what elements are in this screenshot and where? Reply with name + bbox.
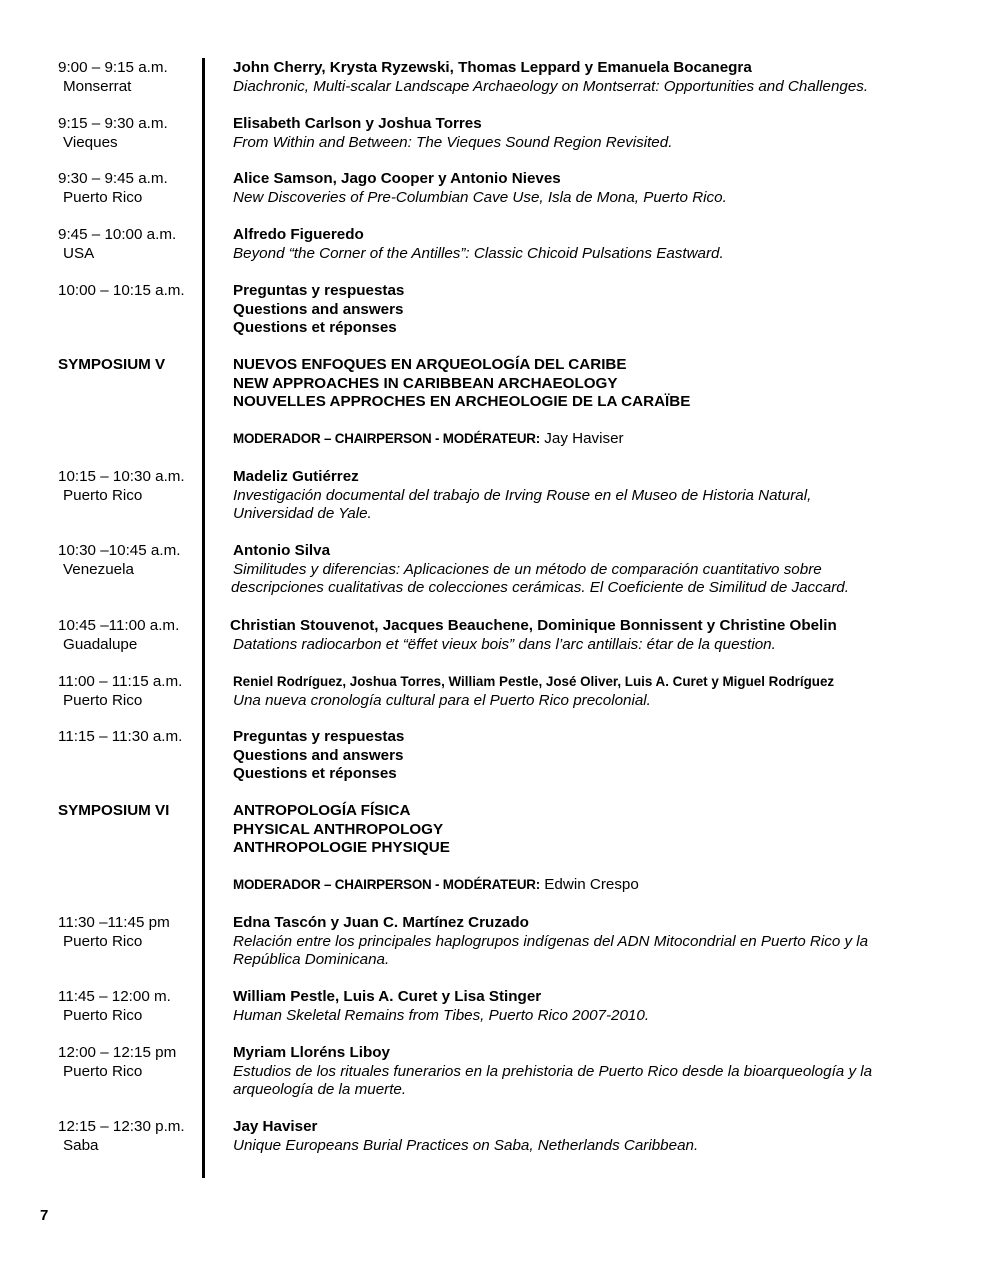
time-slot: 12:00 – 12:15 pm xyxy=(58,1044,177,1061)
authors: Reniel Rodríguez, Joshua Torres, William Pestle, José Oliver, Luis A. Curet y Miguel Rodríguez xyxy=(233,674,835,689)
paper-title: Beyond “the Corner of the Antilles”: Classic Chicoid Pulsations Eastward. xyxy=(233,244,724,262)
paper-title-line2: Universidad de Yale. xyxy=(233,505,372,523)
time-slot: 9:15 – 9:30 a.m. xyxy=(58,115,168,132)
time-slot: 11:15 – 11:30 a.m. xyxy=(58,728,183,745)
time-slot: 10:00 – 10:15 a.m. xyxy=(58,282,185,299)
location: Puerto Rico xyxy=(63,188,143,206)
time-slot: 10:15 – 10:30 a.m. xyxy=(58,468,185,485)
paper-title-line1: Similitudes y diferencias: Aplicaciones de un método de comparación cuantitativo sobre xyxy=(233,560,822,578)
authors: Jay Haviser xyxy=(233,1118,318,1135)
location: Puerto Rico xyxy=(63,1062,143,1080)
qa-label-en: Questions and answers xyxy=(233,300,404,318)
time-slot: 12:15 – 12:30 p.m. xyxy=(58,1118,185,1135)
authors: John Cherry, Krysta Ryzewski, Thomas Leppard y Emanuela Bocanegra xyxy=(233,59,752,76)
time-slot: 9:00 – 9:15 a.m. xyxy=(58,59,168,76)
authors: Myriam Lloréns Liboy xyxy=(233,1044,390,1061)
paper-title-line1: Investigación documental del trabajo de Irving Rouse en el Museo de Historia Natural, xyxy=(233,486,812,504)
authors: Edna Tascón y Juan C. Martínez Cruzado xyxy=(233,914,529,931)
paper-title-line2: arqueología de la muerte. xyxy=(233,1081,407,1099)
location: Venezuela xyxy=(63,560,134,578)
time-slot: 9:30 – 9:45 a.m. xyxy=(58,170,168,187)
paper-title-line2: República Dominicana. xyxy=(233,951,390,969)
qa-label-fr: Questions et réponses xyxy=(233,319,397,337)
authors: William Pestle, Luis A. Curet y Lisa Stinger xyxy=(233,988,542,1005)
moderator-name: Jay Haviser xyxy=(544,430,624,447)
authors: Elisabeth Carlson y Joshua Torres xyxy=(233,115,482,132)
time-slot: 11:30 –11:45 pm xyxy=(58,914,170,931)
location: Monserrat xyxy=(63,77,132,95)
paper-title: New Discoveries of Pre-Columbian Cave Use, Isla de Mona, Puerto Rico. xyxy=(233,188,727,206)
location: Guadalupe xyxy=(63,635,138,653)
time-slot: 10:45 –11:00 a.m. xyxy=(58,617,180,634)
symposium-title-en: PHYSICAL ANTHROPOLOGY xyxy=(233,820,444,838)
symposium-title-en: NEW APPROACHES IN CARIBBEAN ARCHAEOLOGY xyxy=(233,374,618,392)
moderator-label: MODERADOR – CHAIRPERSON - MODÉRATEUR: xyxy=(233,431,541,446)
qa-label-fr: Questions et réponses xyxy=(233,765,397,783)
authors: Madeliz Gutiérrez xyxy=(233,468,359,485)
moderator-name: Edwin Crespo xyxy=(544,876,639,893)
paper-title: From Within and Between: The Vieques Sound Region Revisited. xyxy=(233,133,673,151)
symposium-label: SYMPOSIUM VI xyxy=(58,802,170,819)
authors: Antonio Silva xyxy=(233,542,331,559)
location: USA xyxy=(63,244,95,262)
location: Puerto Rico xyxy=(63,691,143,709)
qa-label-en: Questions and answers xyxy=(233,746,404,764)
vertical-divider xyxy=(202,58,205,1178)
symposium-title-fr: NOUVELLES APPROCHES EN ARCHEOLOGIE DE LA CARAÏBE xyxy=(233,393,691,411)
location: Puerto Rico xyxy=(63,932,143,950)
page-number: 7 xyxy=(40,1207,49,1224)
time-slot: 11:00 – 11:15 a.m. xyxy=(58,673,183,690)
authors: Alfredo Figueredo xyxy=(233,226,364,243)
symposium-title-es: NUEVOS ENFOQUES EN ARQUEOLOGÍA DEL CARIBE xyxy=(233,356,627,373)
paper-title-line2: descripciones cualitativas de colecciones cerámicas. El Coeficiente de Similitud de Jaccard. xyxy=(231,579,849,597)
paper-title-line1: Estudios de los rituales funerarios en la prehistoria de Puerto Rico desde la bioarqueología y la xyxy=(233,1062,873,1080)
symposium-label: SYMPOSIUM V xyxy=(58,356,166,373)
paper-title: Diachronic, Multi-scalar Landscape Archaeology on Montserrat: Opportunities and Challenges. xyxy=(233,77,869,95)
paper-title: Human Skeletal Remains from Tibes, Puerto Rico 2007-2010. xyxy=(233,1006,650,1024)
location: Vieques xyxy=(63,133,118,151)
location: Puerto Rico xyxy=(63,1006,143,1024)
symposium-title-fr: ANTHROPOLOGIE PHYSIQUE xyxy=(233,839,450,857)
time-slot: 11:45 – 12:00 m. xyxy=(58,988,171,1005)
paper-title: Datations radiocarbon et “ëffet vieux bois” dans l’arc antillais: étar de la question. xyxy=(233,635,776,653)
paper-title: Unique Europeans Burial Practices on Saba, Netherlands Caribbean. xyxy=(233,1136,699,1154)
authors: Christian Stouvenot, Jacques Beauchene, Dominique Bonnissent y Christine Obelin xyxy=(230,617,837,634)
qa-label-es: Preguntas y respuestas xyxy=(233,282,405,299)
location: Saba xyxy=(63,1136,99,1154)
time-slot: 9:45 – 10:00 a.m. xyxy=(58,226,177,243)
paper-title: Una nueva cronología cultural para el Puerto Rico precolonial. xyxy=(233,691,651,709)
paper-title-line1: Relación entre los principales haplogrupos indígenas del ADN Mitocondrial en Puerto Rico y la xyxy=(233,932,869,950)
time-slot: 10:30 –10:45 a.m. xyxy=(58,542,181,559)
moderator-label: MODERADOR – CHAIRPERSON - MODÉRATEUR: xyxy=(233,877,541,892)
location: Puerto Rico xyxy=(63,486,143,504)
symposium-title-es: ANTROPOLOGÍA FÍSICA xyxy=(233,802,411,819)
qa-label-es: Preguntas y respuestas xyxy=(233,728,405,745)
authors: Alice Samson, Jago Cooper y Antonio Nieves xyxy=(233,170,561,187)
